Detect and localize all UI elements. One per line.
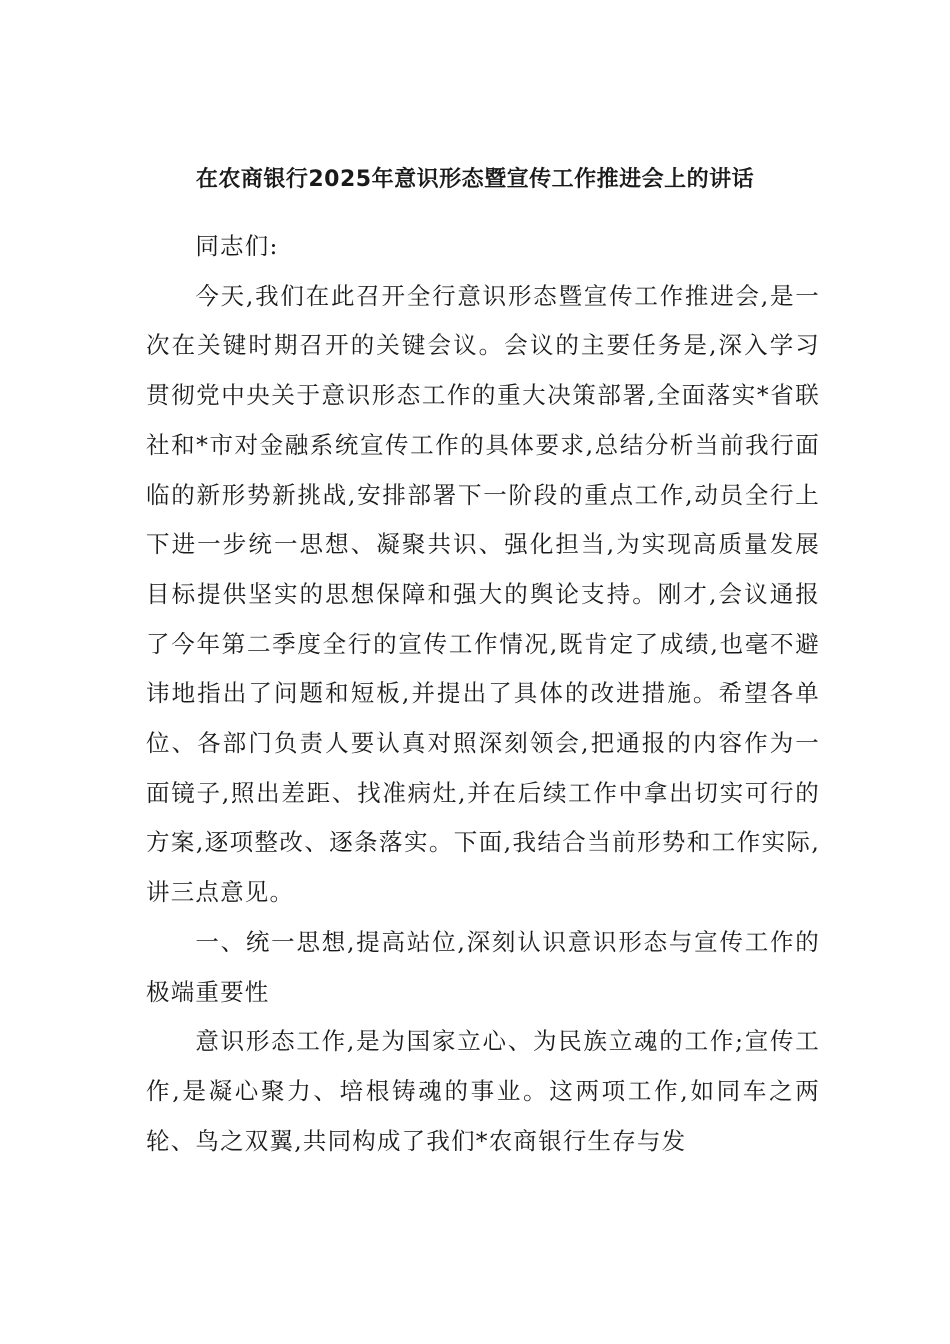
salutation: 同志们: [195, 232, 279, 260]
section-paragraph: 意识形态工作,是为国家立心、为民族立魂的工作;宣传工作,是凝心聚力、培根铸魂的事业。这两项工作,如同车之两轮、鸟之双翼,共同构成了我们*农商银行生存与发 [146, 1027, 820, 1155]
opening-paragraph: 今天,我们在此召开全行意识形态暨宣传工作推进会,是一次在关键时期召开的关键会议。会议的主要任务是,深入学习贯彻党中央关于意识形态工作的重大决策部署,全面落实*省联社和*市对金融系统宣传工作的具体要求,总结分析当前我行面临的新形势新挑战,安排部署下一阶段的重点工作,动员全行上下进一步统一思想、凝聚共识、强化担当,为实现高质量发展目标提供坚实的思想保障和强大的舆论支持。刚才,会议通报了今年第二季度全行的宣传工作情况,既肯定了成绩,也毫不避讳地指出了问题和短板,并提出了具体的改进措施。希望各单位、各部门负责人要认真对照深刻领会,把通报的内容作为一面镜子,照出差距、找准病灶,并在后续工作中拿出切实可行的方案,逐项整改、逐条落实。下面,我结合当前形势和工作实际,讲三点意见。 [146, 281, 820, 907]
document-body [146, 222, 820, 1166]
document-title: 在农商银行2025年意识形态暨宣传工作推进会上的讲话 [195, 167, 755, 192]
section-heading: 一、统一思想,提高站位,深刻认识意识形态与宣传工作的极端重要性 [146, 927, 820, 1006]
